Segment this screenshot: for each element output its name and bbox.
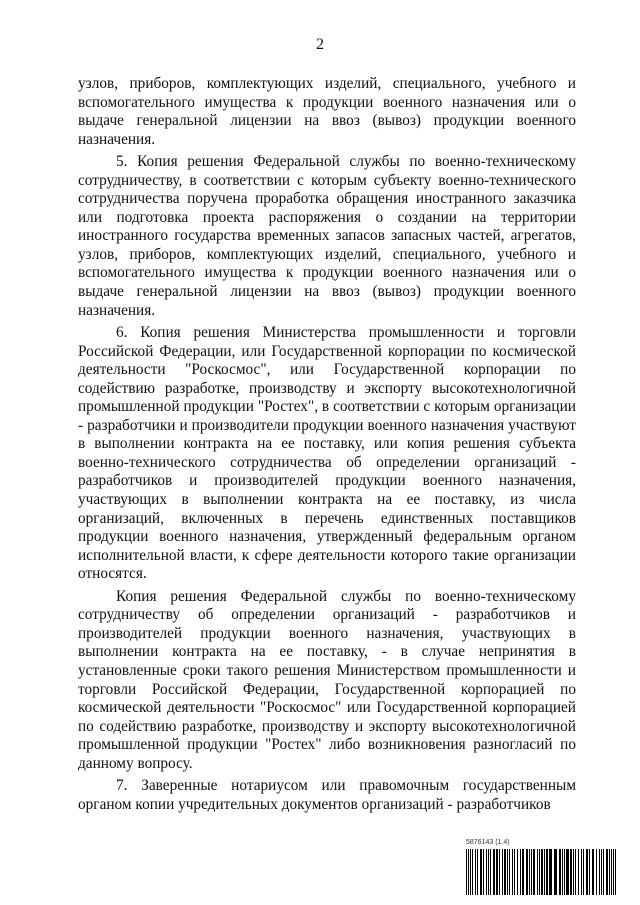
barcode-bar [526, 849, 528, 895]
barcode-bar [541, 849, 543, 895]
paragraph-item-5: 5. Копия решения Федеральной службы по военно-техническому сотрудничеству, в соответствии с которым субъекту военно-технического сотрудничества поручена проработка обращения иностранного заказчика или подготовка проекта распоряжения о создании на территории иностранного государства временных запасов запасных частей, агрегатов, узлов, приборов, комплектующих изделий, специального, учебного и вспомогательного имущества к продукции военного назначения или о выдаче генеральной лицензии на ввоз (вывоз) продукции военного назначения. [78, 153, 576, 319]
barcode-icon [466, 849, 618, 895]
barcode-bar [504, 849, 506, 895]
barcode-bar [581, 849, 582, 895]
barcode-bar [480, 849, 482, 895]
barcode-bar [601, 849, 602, 895]
barcode [466, 839, 618, 897]
barcode-bar [544, 849, 545, 895]
barcode-bar [583, 849, 584, 895]
barcode-bar [502, 849, 503, 895]
paragraph-item-7: 7. Заверенные нотариусом или правомочным государственным органом копии учредительных документов организаций - разработчиков [78, 777, 576, 813]
barcode-bar [496, 849, 498, 895]
barcode-bar [529, 849, 530, 895]
barcode-bar [613, 849, 614, 895]
barcode-bar [609, 849, 610, 895]
barcode-bar [537, 849, 538, 895]
barcode-bar [475, 849, 476, 895]
barcode-bar [599, 849, 600, 895]
barcode-bar [592, 849, 594, 895]
barcode-bar [486, 849, 487, 895]
barcode-bar [483, 849, 484, 895]
barcode-bar [520, 849, 521, 895]
barcode-bar [603, 849, 604, 895]
barcode-bar [517, 849, 518, 895]
barcode-bar [468, 849, 469, 895]
barcode-bar [533, 849, 535, 895]
barcode-bar [539, 849, 540, 895]
barcode-bar [596, 849, 597, 895]
barcode-bar [507, 849, 508, 895]
barcode-bar [522, 849, 524, 895]
barcode-bar [549, 849, 552, 895]
barcode-bar [573, 849, 574, 895]
page-number: 2 [316, 36, 324, 53]
barcode-bar [566, 849, 569, 895]
barcode-bar [559, 849, 561, 895]
paragraph-item-6-note: Копия решения Федеральной службы по военно-техническому сотрудничеству об определении организаций - разработчиков и производителей продукции военного назначения, участвующих в выполнении контракта на ее поставку, - в случае непринятия в установленные сроки такого решения Министерством промышленности и торговли Российской Федерации, Государственной корпорацией по космической деятельности "Роскосмос" или Государственной корпорацией по содействию разработке, производству и экспорту высокотехнологичной промышленной продукции "Ростех" либо возникновения разногласий по данному вопросу. [78, 587, 576, 772]
barcode-bar [490, 849, 491, 895]
barcode-bar [466, 849, 467, 895]
barcode-code-text: 5876143 (1.4) [466, 839, 510, 846]
barcode-bar [470, 849, 471, 895]
barcode-bar [578, 849, 579, 895]
barcode-bar [509, 849, 510, 895]
barcode-bar [531, 849, 532, 895]
barcode-bar [493, 849, 495, 895]
barcode-bar [586, 849, 588, 895]
barcode-bar [606, 849, 608, 895]
document-body [78, 75, 576, 818]
barcode-bar [562, 849, 563, 895]
barcode-bar [570, 849, 572, 895]
barcode-bar [514, 849, 515, 895]
barcode-bar [589, 849, 590, 895]
barcode-bar [575, 849, 576, 895]
barcode-bar [499, 849, 500, 895]
barcode-bar [488, 849, 489, 895]
barcode-bar [477, 849, 478, 895]
barcode-bar [546, 849, 548, 895]
paragraph-item-6: 6. Копия решения Министерства промышленности и торговли Российской Федерации, или Государственной корпорации по космической деятельности "Роскосмос", или Государственной корпорации по содействию разработке, производству и экспорту высокотехнологичной промышленной продукции "Ростех", в соответствии с которым организации - разработчики и производители продукции военного назначения участвуют в выполнении контракта на ее поставку, или копия решения субъекта военно-технического сотрудничества об определении организаций - разработчиков и производителей продукции военного назначения, участвующих в выполнении контракта на ее поставку, из числа организаций, включенных в перечень единственных поставщиков продукции военного назначения, утвержденный федеральным органом исполнительной власти, к сфере деятельности которого такие организации относятся. [78, 324, 576, 583]
barcode-bar [611, 849, 612, 895]
barcode-bar [564, 849, 565, 895]
barcode-bar [615, 849, 616, 895]
paragraph-continuation: узлов, приборов, комплектующих изделий, специального, учебного и вспомогательного имущества к продукции военного назначения или о выдаче генеральной лицензии на ввоз (вывоз) продукции военного назначения. [78, 75, 576, 148]
barcode-bar [472, 849, 473, 895]
barcode-bar [512, 849, 513, 895]
barcode-bar [554, 849, 557, 895]
